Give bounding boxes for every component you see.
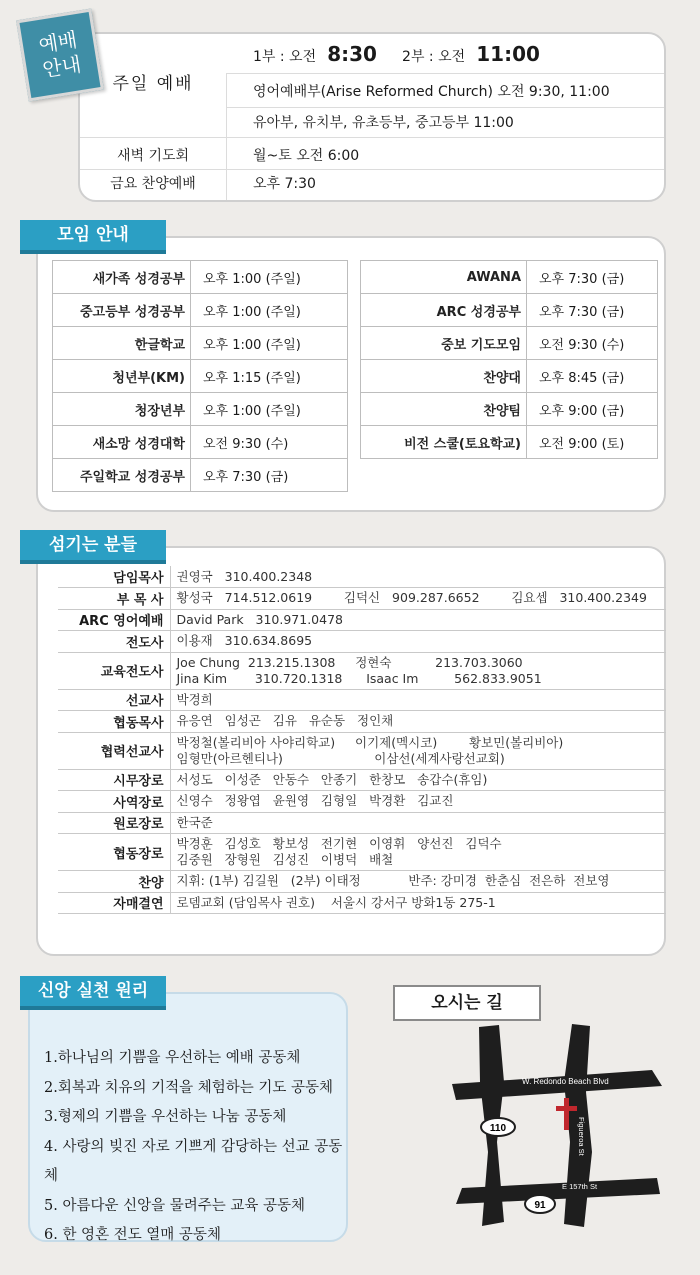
meeting-time: 오후 7:30 (금) [527,294,658,327]
meeting-row [53,360,348,393]
staff-role: 전도사 [58,631,170,653]
meeting-time: 오전 9:30 (수) [191,426,348,459]
friday-label: 금요 찬양예배 [110,176,196,192]
meeting-name: 한글학교 [53,327,191,360]
staff-names [170,652,666,689]
meeting-row [53,393,348,426]
meeting-row [361,327,658,360]
staff-row [58,834,666,871]
principle-item: 2.회복과 치유의 기적을 체험하는 기도 공동체 [44,1079,334,1096]
friday-row [80,170,664,198]
meeting-row [361,360,658,393]
meeting-name: 비전 스쿨(토요학교) [361,426,527,459]
meeting-name: 청년부(KM) [53,360,191,393]
english-service: 영어예배부(Arise Reformed Church) 오전 9:30, 11:00 [253,84,610,100]
staff-role: 협력선교사 [58,732,170,769]
sunday-label: 주일 예배 [112,74,194,94]
staff-names [170,566,666,588]
freeway-110-label: 110 [489,1123,507,1134]
meeting-time: 오후 1:00 (주일) [191,327,348,360]
staff-row [58,652,666,689]
principles-list [44,1044,346,1251]
meeting-name: 찬양대 [361,360,527,393]
staff-names [170,588,666,610]
staff-role: 원로장로 [58,812,170,834]
staff-row [58,711,666,733]
staff-line: 유응연 임성곤 김유 유순동 정인채 [176,713,394,729]
meeting-name: 청장년부 [53,393,191,426]
staff-names [170,711,666,733]
staff-row [58,631,666,653]
principle-item: 3.형제의 기쁨을 우선하는 나눔 공동체 [44,1109,287,1125]
staff-line: Jina Kim 310.720.1318 Isaac Im 562.833.9051 [176,670,542,686]
meeting-time: 오전 9:30 (수) [527,327,658,360]
meeting-name: 중고등부 성경공부 [53,294,191,327]
meeting-row [53,426,348,459]
freeway-110-sign [481,1118,515,1136]
staff-line: 한국준 [176,814,213,830]
badge-line1: 예배 [36,27,79,58]
meeting-row [53,294,348,327]
dawn-value: 월~토 오전 6:00 [253,148,360,164]
meeting-time: 오후 7:30 (금) [527,261,658,294]
meeting-time: 오전 9:00 (토) [527,426,658,459]
staff-row [58,732,666,769]
meeting-name: 중보 기도모임 [361,327,527,360]
staff-title: 섬기는 분들 [20,530,166,560]
staff-names [170,769,666,791]
staff-line: 로뎀교회 (담임목사 권호) 서울시 강서구 방화1동 275-1 [176,894,496,910]
meeting-name: ARC 성경공부 [361,294,527,327]
staff-row [58,892,666,914]
staff-row [58,689,666,711]
staff-line: 지휘: (1부) 김길원 (2부) 이태정 반주: 강미경 한춘심 전은하 전보영 [176,873,610,889]
service1-prefix: 1부 : 오전 [253,49,317,65]
dawn-row [80,138,664,170]
meeting-row [361,261,658,294]
staff-role: 찬양 [58,871,170,893]
staff-names [170,689,666,711]
staff-table [58,566,666,914]
staff-row [58,769,666,791]
service1-time: 8:30 [327,42,377,66]
staff-line: 김중원 장형원 김성진 이병덕 배철 [176,852,394,867]
street-side-label: Figueroa St [577,1117,586,1156]
principle-item: 5. 아름다운 신앙을 물려주는 교육 공동체 [44,1197,305,1214]
staff-line: Joe Chung 213.215.1308 정현숙 213.703.3060 [176,654,523,670]
youth-service: 유아부, 유치부, 유초등부, 중고등부 11:00 [253,115,514,131]
meeting-time: 오후 1:00 (주일) [191,393,348,426]
service-times-row [226,34,664,74]
staff-line: David Park 310.971.0478 [176,611,343,627]
staff-row [58,812,666,834]
freeway-91-label: 91 [534,1200,546,1211]
meeting-time: 오후 1:00 (주일) [191,261,348,294]
staff-row [58,871,666,893]
meeting-time: 오후 9:00 (금) [527,393,658,426]
dawn-label: 새벽 기도회 [116,148,190,164]
staff-panel [36,546,666,956]
staff-names [170,871,666,893]
staff-role: 협동장로 [58,834,170,871]
staff-role: 자매결연 [58,892,170,914]
staff-role: ARC 영어예배 [58,609,170,631]
meeting-row [53,261,348,294]
staff-line: 임형만(아르헨티나) 이삼선(세계사랑선교회) [176,750,505,766]
meeting-row [361,426,658,459]
staff-role: 협동목사 [58,711,170,733]
staff-line: 이용재 310.634.8695 [176,633,313,649]
staff-row [58,566,666,588]
worship-badge [16,9,104,102]
meeting-name: 찬양팀 [361,393,527,426]
staff-role: 부 목 사 [58,588,170,610]
directions-title: 오시는 길 [393,985,541,1021]
staff-line: 서성도 이성준 안동수 안종기 한창모 송갑수(휴임) [176,771,488,787]
english-service-row [226,74,664,108]
staff-row [58,791,666,813]
principles-panel [28,992,348,1242]
meeting-name: 주일학교 성경공부 [53,459,191,492]
meeting-name: AWANA [361,261,527,294]
staff-names [170,609,666,631]
principle-item: 1.하나님의 기쁨을 우선하는 예배 공동체 [44,1050,301,1066]
staff-names [170,812,666,834]
staff-line: 신영수 정왕엽 윤원영 김형일 박경환 김교진 [176,793,454,809]
worship-panel [78,32,666,202]
principles-title: 신앙 실천 원리 [20,976,166,1006]
friday-value: 오후 7:30 [253,176,316,192]
badge-line2: 안내 [40,51,83,82]
freeway-91-sign [525,1195,555,1213]
staff-role: 선교사 [58,689,170,711]
staff-role: 시무장로 [58,769,170,791]
staff-line: 박정철(볼리비아 사야리학교) 이기제(멕시코) 황보민(볼리비아) [176,734,564,750]
meetings-table-left [52,260,348,492]
staff-role: 사역장로 [58,791,170,813]
staff-line: 박경훈 김성호 황보성 전기현 이영휘 양선진 김덕수 [176,836,502,851]
staff-names [170,791,666,813]
staff-role: 담임목사 [58,566,170,588]
staff-names [170,834,666,871]
meeting-name: 새소망 성경대학 [53,426,191,459]
street-top-label: W. Redondo Beach Blvd [522,1077,609,1086]
staff-names [170,732,666,769]
service2-time: 11:00 [476,42,540,66]
meeting-time: 오후 8:45 (금) [527,360,658,393]
staff-role: 교육전도사 [58,652,170,689]
staff-row [58,609,666,631]
staff-line: 박경희 [176,691,213,707]
staff-names [170,631,666,653]
meeting-row [361,294,658,327]
location-map [452,1022,667,1237]
staff-names [170,892,666,914]
street-bottom-label: E 157th St [562,1182,598,1191]
principle-item: 6. 한 영혼 전도 열매 공동체 [44,1227,221,1243]
meeting-time: 오후 1:00 (주일) [191,294,348,327]
service2-prefix: 2부 : 오전 [402,49,466,65]
meeting-time: 오후 1:15 (주일) [191,360,348,393]
principle-item: 4. 사랑의 빚진 자로 기쁘게 감당하는 선교 공동체 [44,1138,343,1184]
meetings-title: 모임 안내 [20,220,166,250]
staff-line: 권영국 310.400.2348 [176,568,313,584]
meeting-row [53,327,348,360]
youth-service-row [80,108,664,138]
staff-line: 황성국 714.512.0619 김덕신 909.287.6652 김요셉 310.400.2349 [176,590,647,606]
meeting-time: 오후 7:30 (금) [191,459,348,492]
meeting-row [53,459,348,492]
meeting-row [361,393,658,426]
meeting-name: 새가족 성경공부 [53,261,191,294]
meetings-panel [36,236,666,512]
meetings-table-right [360,260,658,459]
staff-row [58,588,666,610]
service-times [253,42,540,66]
